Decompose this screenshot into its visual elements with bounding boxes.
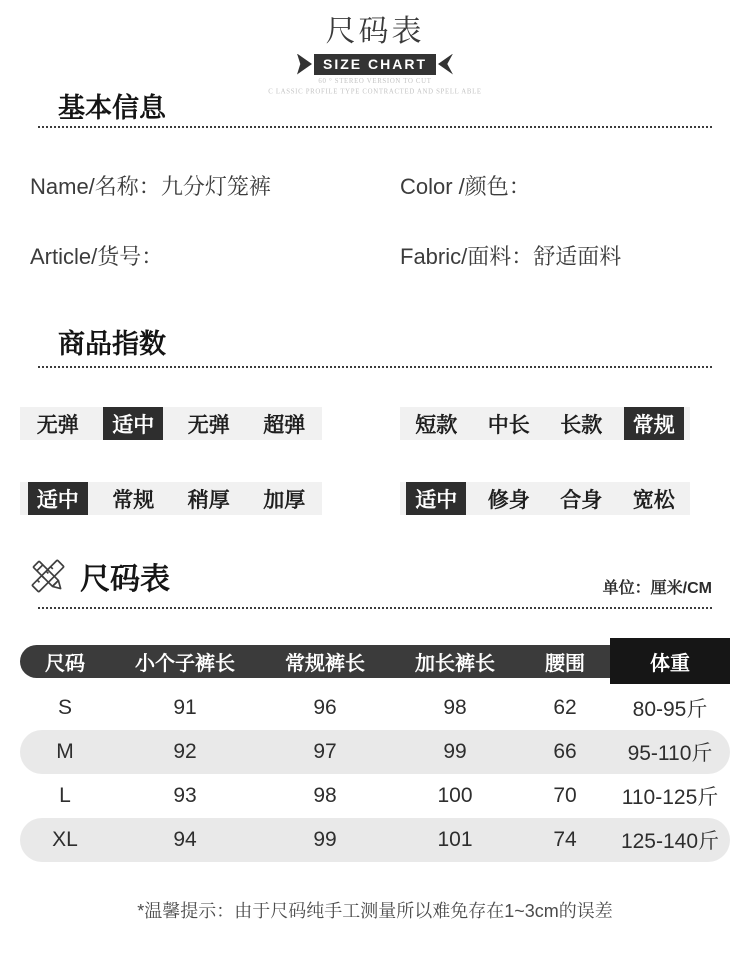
option bbox=[96, 482, 172, 515]
option-label: 常规 bbox=[112, 488, 155, 512]
table-cell: M bbox=[56, 740, 74, 763]
field-value: 舒适面料 bbox=[533, 244, 622, 269]
ribbon-right-chevron-icon bbox=[438, 54, 453, 75]
option-label: 长款 bbox=[560, 413, 603, 437]
size-table-body bbox=[20, 686, 730, 862]
field-value: 九分灯笼裤 bbox=[160, 174, 271, 199]
size-chart-ribbon bbox=[0, 53, 750, 75]
option-label: 稍厚 bbox=[187, 488, 230, 512]
table-cell: 70 bbox=[553, 784, 577, 807]
option bbox=[473, 407, 546, 440]
option-label: 合身 bbox=[560, 488, 603, 512]
table-cell: 101 bbox=[437, 828, 473, 851]
table-row-m bbox=[20, 730, 730, 774]
header-cell-size: 尺码 bbox=[20, 645, 110, 678]
table-cell: 100 bbox=[437, 784, 473, 807]
header-cell-extended-length: 加长裤长 bbox=[390, 645, 520, 678]
option bbox=[96, 407, 172, 440]
field-label: Color /颜色： bbox=[400, 174, 531, 199]
option bbox=[247, 482, 323, 515]
option bbox=[171, 407, 247, 440]
option-label: 常规 bbox=[624, 407, 684, 440]
option-label: 适中 bbox=[103, 407, 163, 440]
table-cell: 110-125斤 bbox=[621, 786, 719, 809]
option-row-1 bbox=[0, 407, 750, 440]
table-row-xl bbox=[20, 818, 730, 862]
option bbox=[618, 482, 691, 515]
field-label: Fabric/面料： bbox=[400, 244, 534, 269]
option-label: 加厚 bbox=[263, 488, 306, 512]
pencil-ruler-icon bbox=[27, 555, 69, 602]
table-cell: 98 bbox=[443, 696, 467, 719]
option bbox=[545, 407, 618, 440]
table-cell: 92 bbox=[173, 740, 197, 763]
basic-info-fields bbox=[0, 172, 750, 272]
table-cell: XL bbox=[52, 828, 78, 851]
option-group-fit bbox=[400, 482, 690, 515]
field-fabric bbox=[400, 242, 621, 272]
table-cell: 62 bbox=[553, 696, 577, 719]
option bbox=[20, 407, 96, 440]
table-cell: 94 bbox=[173, 828, 197, 851]
option bbox=[20, 482, 96, 515]
option bbox=[247, 407, 323, 440]
option bbox=[400, 482, 473, 515]
table-cell: 125-140斤 bbox=[620, 830, 720, 853]
table-cell: 80-95斤 bbox=[632, 698, 708, 721]
dotted-divider bbox=[38, 607, 712, 609]
option bbox=[171, 482, 247, 515]
table-cell: 99 bbox=[313, 828, 337, 851]
ribbon-label: SIZE CHART bbox=[314, 54, 436, 75]
field-row bbox=[0, 172, 750, 202]
dotted-divider bbox=[38, 126, 712, 128]
field-label: Name/名称： bbox=[30, 174, 161, 199]
option-row-2 bbox=[0, 482, 750, 515]
table-cell: 93 bbox=[173, 784, 197, 807]
option-label: 适中 bbox=[28, 482, 88, 515]
field-row bbox=[0, 242, 750, 272]
option bbox=[473, 482, 546, 515]
option-label: 修身 bbox=[487, 488, 530, 512]
option-label: 无弹 bbox=[36, 413, 79, 437]
table-cell: 98 bbox=[313, 784, 337, 807]
ribbon-left-chevron-icon bbox=[297, 54, 312, 75]
footer-note: *温馨提示：由于尺码纯手工测量所以难免存在1~3cm的误差 bbox=[137, 901, 613, 921]
header-subtitle-line2: C LASSIC PROFILE TYPE CONTRACTED AND SPELL ABLE bbox=[268, 87, 482, 96]
option-group-length bbox=[400, 407, 690, 440]
field-article bbox=[30, 242, 390, 272]
size-table-heading bbox=[0, 552, 750, 602]
field-name bbox=[30, 172, 390, 202]
option-group-elasticity bbox=[20, 407, 322, 440]
table-cell: 96 bbox=[313, 696, 337, 719]
header-cell-regular-length: 常规裤长 bbox=[260, 645, 390, 678]
header-cell-waist: 腰围 bbox=[520, 645, 610, 678]
table-cell: 97 bbox=[313, 740, 337, 763]
field-color bbox=[400, 172, 531, 202]
option-label: 无弹 bbox=[187, 413, 230, 437]
option bbox=[400, 407, 473, 440]
table-cell: S bbox=[57, 696, 72, 719]
table-row-l bbox=[20, 774, 730, 818]
option-label: 宽松 bbox=[632, 488, 675, 512]
unit-label: 单位：厘米/CM bbox=[602, 580, 712, 597]
table-cell: 74 bbox=[553, 828, 577, 851]
option bbox=[545, 482, 618, 515]
table-row-s bbox=[20, 686, 730, 730]
table-cell: 95-110斤 bbox=[627, 742, 713, 765]
header-subtitle bbox=[120, 77, 630, 97]
table-cell: 99 bbox=[443, 740, 467, 763]
section-heading-basic-info: 基本信息 bbox=[58, 93, 166, 123]
option bbox=[618, 407, 691, 440]
header-cell-weight: 体重 bbox=[610, 638, 730, 684]
section-heading-product-index: 商品指数 bbox=[58, 329, 166, 359]
table-cell: 66 bbox=[553, 740, 577, 763]
section-heading-size-table: 尺码表 bbox=[80, 563, 170, 596]
header-cell-petite-length: 小个子裤长 bbox=[110, 645, 260, 678]
header-subtitle-line1: 60 ° STEREO VERSION TO CUT bbox=[318, 77, 432, 86]
option-label: 适中 bbox=[406, 482, 466, 515]
option-label: 超弹 bbox=[263, 413, 306, 437]
option-group-thickness bbox=[20, 482, 322, 515]
page-title: 尺码表 bbox=[325, 15, 425, 48]
dotted-divider bbox=[38, 366, 712, 368]
table-cell: L bbox=[59, 784, 71, 807]
table-cell: 91 bbox=[173, 696, 197, 719]
option-label: 中长 bbox=[487, 413, 530, 437]
table-header-row bbox=[20, 638, 730, 684]
option-label: 短款 bbox=[415, 413, 458, 437]
field-label: Article/货号： bbox=[30, 244, 164, 269]
